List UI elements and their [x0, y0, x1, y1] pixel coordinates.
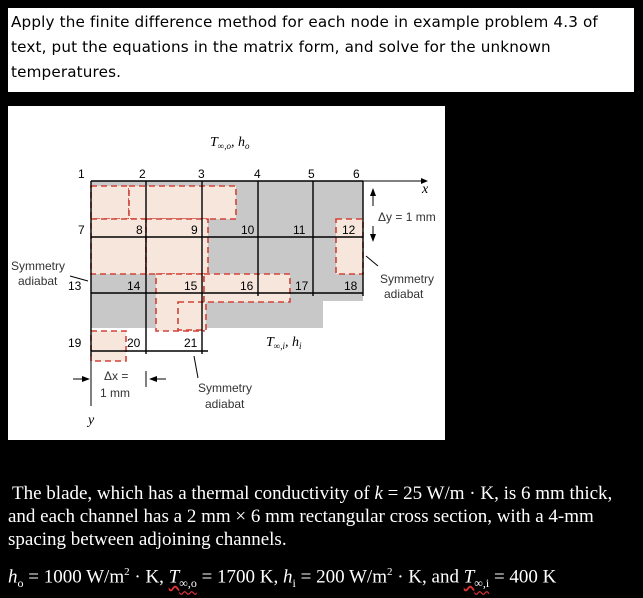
- sym-bottom-2: adiabat: [205, 397, 245, 411]
- node-21: 21: [184, 336, 198, 350]
- cv-19-20: [91, 331, 126, 361]
- dy-arrow-up: [370, 188, 376, 196]
- dy-arrow-down: [370, 234, 376, 242]
- sym-right-1: Symmetry: [380, 272, 434, 286]
- node-20: 20: [127, 336, 141, 350]
- dx-arrow-left: [149, 376, 157, 382]
- figure: [8, 106, 445, 440]
- node-14: 14: [127, 279, 141, 293]
- cv-1-2: [91, 186, 129, 219]
- dx-label-1: Δx =: [104, 369, 129, 383]
- node-4: 4: [254, 167, 261, 181]
- node-13: 13: [68, 279, 82, 293]
- node-2: 2: [139, 167, 146, 181]
- blade-diagram: [8, 106, 445, 440]
- node-15: 15: [184, 279, 198, 293]
- node-9: 9: [191, 223, 198, 237]
- dx-arrow-right: [82, 376, 90, 382]
- cv-8-9: [146, 219, 208, 274]
- node-1: 1: [78, 167, 85, 181]
- node-12: 12: [342, 223, 356, 237]
- problem-paragraph-2: $h_o = 1000$ $W/m^2 \cdot K$, $T_{\infty,o} = 1700$ K, $h_i = 200$ $W/m^2 \cdot K$, and $T_{\infty,i} = 400$ K: [8, 566, 557, 591]
- node-17: 17: [295, 279, 309, 293]
- problem-paragraph-1: The blade, which has a thermal conductivity of k = 25 W/m · K, is 6 mm thick, and each channel has a 2 mm × 6 mm rectangular cross section, with a 4-mm spacing between adjoining channels.: [8, 483, 613, 550]
- node-5: 5: [308, 167, 315, 181]
- node-7: 7: [78, 223, 85, 237]
- dy-label: Δy = 1 mm: [378, 210, 436, 224]
- node-16: 16: [240, 279, 254, 293]
- node-6: 6: [353, 167, 360, 181]
- top-ambient-label: $T_{\infty,o}$, $h_o$: [210, 135, 250, 151]
- question-text: Apply the finite difference method for each node in example problem 4.3 of text, put the equations in the matrix form, and solve for the unknown temperatures.: [11, 13, 598, 81]
- sym-right-2: adiabat: [384, 287, 424, 301]
- node-8: 8: [136, 223, 143, 237]
- node-11: 11: [293, 223, 306, 237]
- cv-2-3: [129, 186, 236, 219]
- y-axis-label: y: [88, 413, 95, 428]
- node-3: 3: [198, 167, 205, 181]
- sym-left-2: adiabat: [18, 274, 58, 288]
- sym-bottom-1: Symmetry: [198, 381, 252, 395]
- inner-ambient-label: $T_{\infty,i}$, $h_i$: [266, 335, 302, 351]
- node-18: 18: [344, 279, 358, 293]
- question-box: [8, 8, 634, 92]
- node-10: 10: [241, 223, 255, 237]
- problem-statement: [8, 482, 638, 595]
- dx-label-2: 1 mm: [100, 386, 130, 400]
- sym-left-1: Symmetry: [11, 259, 65, 273]
- node-19: 19: [68, 336, 82, 350]
- x-axis-label: x: [422, 182, 429, 197]
